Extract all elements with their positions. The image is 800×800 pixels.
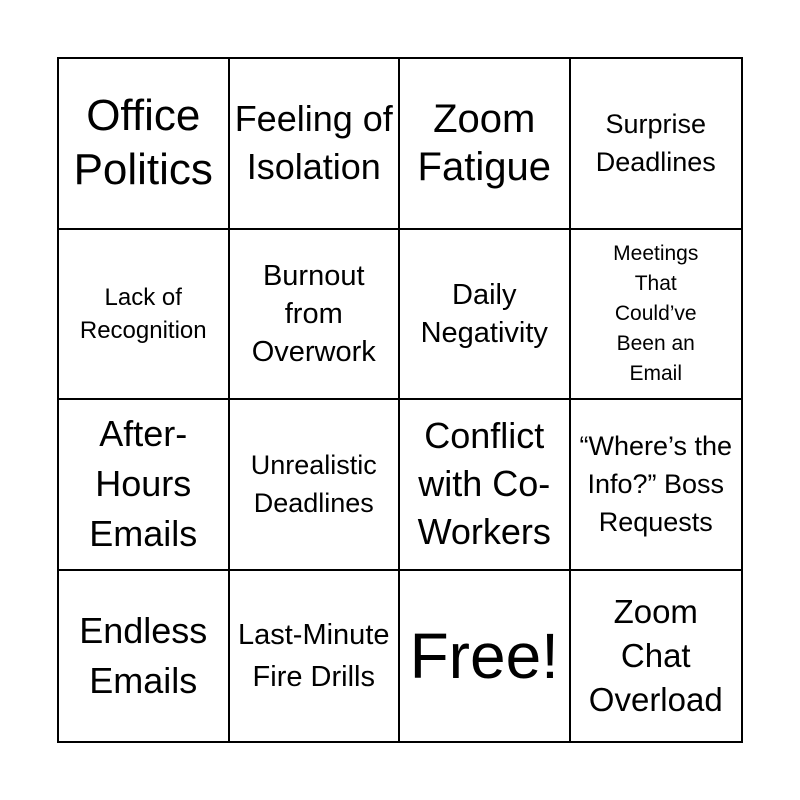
- bingo-cell-label: Surprise Deadlines: [595, 109, 716, 178]
- bingo-cell-label: Conflict with Co-Workers: [417, 415, 551, 553]
- bingo-cell-label: Zoom Fatigue: [417, 97, 551, 190]
- bingo-cell-label: Meetings That Could’ve Been an Email: [613, 241, 699, 385]
- bingo-cell-label: Burnout from Overwork: [251, 259, 376, 368]
- bingo-board: [57, 57, 743, 743]
- bingo-cell[interactable]: [571, 400, 742, 571]
- bingo-cell[interactable]: [571, 59, 742, 230]
- bingo-cell[interactable]: [230, 230, 401, 401]
- bingo-cell-label: “Where’s the Info?” Boss Requests: [579, 431, 733, 538]
- bingo-cell[interactable]: [571, 571, 742, 742]
- bingo-cell[interactable]: [230, 400, 401, 571]
- bingo-cell[interactable]: [400, 59, 571, 230]
- bingo-cell[interactable]: [59, 571, 230, 742]
- free-space-label: Free!: [409, 619, 559, 692]
- bingo-cell[interactable]: [400, 230, 571, 401]
- bingo-cell-free[interactable]: [400, 571, 571, 742]
- bingo-cell[interactable]: [571, 230, 742, 401]
- bingo-cell-label: Zoom Chat Overload: [588, 592, 723, 718]
- bingo-cell-label: Unrealistic Deadlines: [250, 450, 377, 519]
- bingo-cell-label: Lack of Recognition: [79, 283, 207, 344]
- bingo-cell-label: Last-Minute Fire Drills: [237, 618, 390, 693]
- bingo-cell[interactable]: [59, 59, 230, 230]
- bingo-cell[interactable]: [59, 230, 230, 401]
- bingo-cell[interactable]: [230, 571, 401, 742]
- bingo-cell-label: Daily Negativity: [420, 278, 548, 349]
- bingo-cell[interactable]: [400, 400, 571, 571]
- bingo-cell-label: Endless Emails: [79, 609, 208, 701]
- bingo-cell-label: Feeling of Isolation: [234, 98, 393, 188]
- bingo-cell-label: After-Hours Emails: [89, 413, 198, 555]
- bingo-cell[interactable]: [59, 400, 230, 571]
- bingo-cell[interactable]: [230, 59, 401, 230]
- bingo-cell-label: Office Politics: [73, 91, 213, 195]
